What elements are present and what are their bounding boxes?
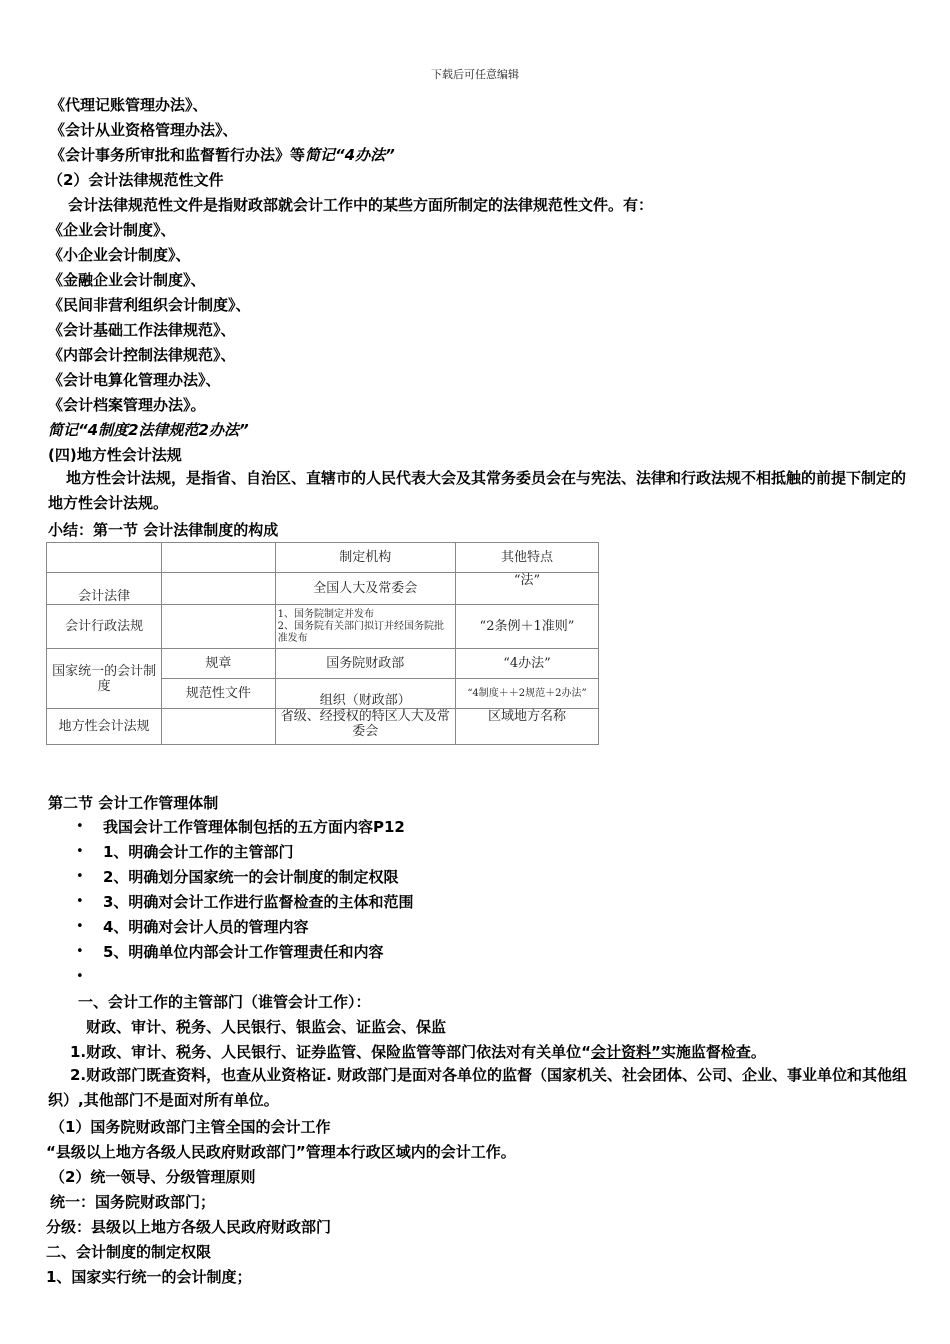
page-header: 下载后可任意编辑 bbox=[431, 68, 519, 81]
bullet-glyph: • bbox=[76, 919, 84, 934]
doc-paragraph: 会计法律规范性文件是指财政部就会计工作中的某些方面所制定的法律规范性文件。有： bbox=[68, 196, 654, 214]
bullet-glyph: • bbox=[76, 819, 84, 834]
doc-paragraph: 一、会计工作的主管部门（谁管会计工作）： bbox=[78, 993, 371, 1011]
doc-line: 《小企业会计制度》、 bbox=[48, 246, 191, 264]
bullet-glyph: • bbox=[76, 844, 84, 859]
bullet-glyph: • bbox=[76, 869, 84, 884]
underlined-term: 会计资料” bbox=[591, 1043, 661, 1061]
bullet-item: 5、明确单位内部会计工作管理责任和内容 bbox=[103, 943, 384, 961]
bullet-item: 4、明确对会计人员的管理内容 bbox=[103, 918, 309, 936]
doc-paragraph: 分级：县级以上地方各级人民政府财政部门 bbox=[46, 1218, 332, 1236]
doc-paragraph bbox=[70, 1042, 766, 1062]
doc-paragraph: 2.财政部门既查资料，也查从业资格证. 财政部门是面对各单位的监督（国家机关、社会团体、公司、企业、事业单位和其他组织）,其他部门不是面对所有单位。 bbox=[48, 1066, 908, 1109]
bullet-item: 1、明确会计工作的主管部门 bbox=[103, 843, 294, 861]
table-header-cell bbox=[162, 543, 275, 573]
doc-paragraph: （1）国务院财政部门主管全国的会计工作 bbox=[50, 1118, 331, 1136]
mnemonic: 简记“4办法” bbox=[305, 146, 395, 164]
doc-paragraph: 地方性会计法规，是指省、自治区、直辖市的人民代表大会及其常务委员会在与宪法、法律和行政法规不相抵触的前提下制定的地方性会计法规。 bbox=[48, 469, 907, 512]
doc-paragraph: 二、会计制度的制定权限 bbox=[46, 1243, 212, 1261]
bullet-item: 我国会计工作管理体制包括的五方面内容P12 bbox=[103, 818, 405, 836]
table-header-cell: 制定机构 bbox=[275, 543, 455, 573]
doc-paragraph: 1、国家实行统一的会计制度； bbox=[46, 1268, 252, 1286]
subsection-heading: (四)地方性会计法规 bbox=[48, 446, 182, 464]
summary-title: 小结：第一节 会计法律制度的构成 bbox=[48, 521, 279, 539]
bullet-glyph: • bbox=[76, 969, 84, 984]
doc-line: 《会计电算化管理办法》、 bbox=[48, 371, 221, 389]
doc-text: 《会计事务所审批和监督暂行办法》等 bbox=[50, 146, 306, 164]
doc-line: 《会计档案管理办法》。 bbox=[48, 396, 206, 414]
table-cell: 会计行政法规 bbox=[47, 605, 162, 649]
table-cell bbox=[162, 605, 275, 649]
mnemonic: 简记“4制度2法律规范2办法” bbox=[48, 421, 249, 439]
doc-text: 实施监督检查。 bbox=[660, 1043, 766, 1061]
doc-line: 《会计基础工作法律规范》、 bbox=[48, 321, 236, 339]
table-cell: 全国人大及常委会 bbox=[275, 573, 455, 605]
table-cell: 国务院财政部 bbox=[275, 649, 455, 679]
table-cell: 区域地方名称 bbox=[455, 709, 598, 745]
summary-table bbox=[46, 542, 599, 745]
doc-line bbox=[50, 145, 395, 165]
table-cell: 国家统一的会计制度 bbox=[47, 649, 162, 709]
table-cell bbox=[162, 709, 275, 745]
doc-paragraph: “县级以上地方各级人民政府财政部门”管理本行政区域内的会计工作。 bbox=[46, 1143, 516, 1161]
doc-paragraph: （2）统一领导、分级管理原则 bbox=[50, 1168, 256, 1186]
table-cell: 地方性会计法规 bbox=[47, 709, 162, 745]
section-title: 第二节 会计工作管理体制 bbox=[48, 794, 219, 812]
table-cell: 省级、经授权的特区人大及常委会 bbox=[275, 709, 455, 745]
table-cell: “4制度＋＋2规范＋2办法” bbox=[455, 679, 598, 709]
doc-line: 《内部会计控制法律规范》、 bbox=[48, 346, 236, 364]
doc-text: 1.财政、审计、税务、人民银行、证券监管、保险监管等部门依法对有关单位“ bbox=[70, 1043, 591, 1061]
doc-line: 《代理记账管理办法》、 bbox=[50, 96, 208, 114]
bullet-item: 3、明确对会计工作进行监督检查的主体和范围 bbox=[103, 893, 414, 911]
table-header-cell: 其他特点 bbox=[455, 543, 598, 573]
doc-line: 《企业会计制度》、 bbox=[48, 221, 176, 239]
table-cell bbox=[162, 573, 275, 605]
doc-line: 《民间非营利组织会计制度》、 bbox=[48, 296, 251, 314]
table-cell: 组织（财政部） bbox=[275, 679, 455, 709]
table-cell: “法” bbox=[455, 573, 598, 605]
doc-paragraph: 财政、审计、税务、人民银行、银监会、证监会、保监 bbox=[86, 1018, 447, 1036]
table-cell: 1、国务院制定并发布 2、国务院有关部门拟订并经国务院批准发布 bbox=[275, 605, 455, 649]
bullet-glyph: • bbox=[76, 944, 84, 959]
bullet-glyph: • bbox=[76, 894, 84, 909]
table-cell: “2条例＋1准则” bbox=[455, 605, 598, 649]
doc-paragraph: 统一：国务院财政部门； bbox=[50, 1193, 216, 1211]
bullet-item: 2、明确划分国家统一的会计制度的制定权限 bbox=[103, 868, 399, 886]
table-header-cell bbox=[47, 543, 162, 573]
table-cell: 规范性文件 bbox=[162, 679, 275, 709]
subsection-heading: （2）会计法律规范性文件 bbox=[48, 171, 224, 189]
table-cell: “4办法” bbox=[455, 649, 598, 679]
table-cell: 会计法律 bbox=[47, 573, 162, 605]
doc-line: 《金融企业会计制度》、 bbox=[48, 271, 206, 289]
doc-line: 《会计从业资格管理办法》、 bbox=[50, 121, 238, 139]
table-cell: 规章 bbox=[162, 649, 275, 679]
